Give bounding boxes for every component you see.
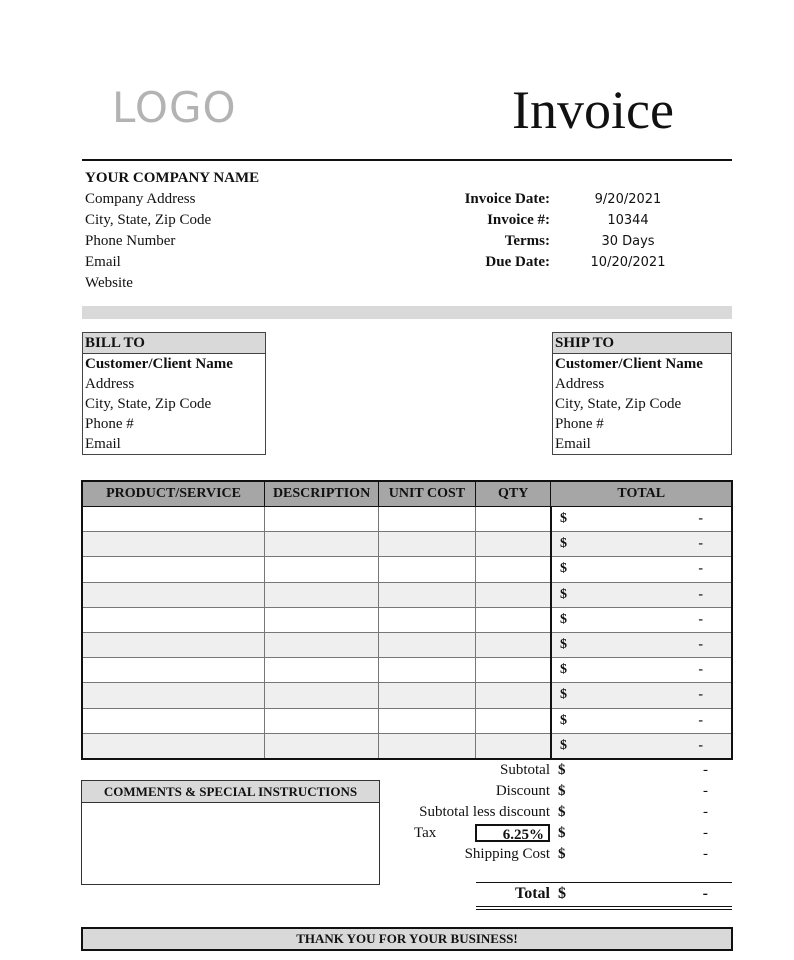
table-row xyxy=(82,683,732,708)
meta-label: Invoice #: xyxy=(487,212,550,228)
currency-symbol: $ xyxy=(559,511,567,527)
col-unit-cost: UNIT COST xyxy=(379,481,476,507)
company-address: Company Address xyxy=(85,191,196,207)
subtotal-value: - xyxy=(703,762,708,778)
row-total-value: - xyxy=(698,586,703,602)
qty-cell[interactable] xyxy=(475,607,551,632)
meta-value: 10344 xyxy=(607,213,649,228)
total-cell xyxy=(551,557,732,582)
invoice-title: Invoice xyxy=(512,80,674,140)
unit-cost-cell[interactable] xyxy=(379,683,476,708)
description-cell[interactable] xyxy=(265,683,379,708)
company-name: YOUR COMPANY NAME xyxy=(85,170,260,186)
total-cell-content xyxy=(552,738,731,754)
total-row xyxy=(476,883,732,905)
logo-placeholder: LOGO xyxy=(112,83,237,132)
shipping-label: Shipping Cost xyxy=(464,846,550,862)
currency-symbol: $ xyxy=(558,804,566,820)
tax-value: - xyxy=(703,825,708,841)
total-cell-content xyxy=(552,713,731,729)
total-cell-content xyxy=(552,587,731,603)
subtotal-row xyxy=(380,760,732,781)
row-total-value: - xyxy=(698,637,703,653)
qty-cell[interactable] xyxy=(475,658,551,683)
row-total-value: - xyxy=(698,536,703,552)
qty-cell[interactable] xyxy=(475,632,551,657)
grand-total xyxy=(476,882,732,910)
shipping-value: - xyxy=(703,846,708,862)
unit-cost-cell[interactable] xyxy=(379,582,476,607)
tax-rate-input[interactable]: 6.25% xyxy=(475,824,550,842)
qty-cell[interactable] xyxy=(475,532,551,557)
product-cell[interactable] xyxy=(82,708,265,733)
currency-symbol: $ xyxy=(559,712,567,728)
total-label: Total xyxy=(515,885,550,902)
row-total-value: - xyxy=(698,611,703,627)
ship-to-phone: Phone # xyxy=(555,416,604,432)
currency-symbol: $ xyxy=(558,783,566,799)
qty-cell[interactable] xyxy=(475,582,551,607)
currency-symbol: $ xyxy=(559,586,567,602)
description-cell[interactable] xyxy=(265,733,379,759)
col-qty: QTY xyxy=(475,481,551,507)
total-cell xyxy=(551,582,732,607)
unit-cost-cell[interactable] xyxy=(379,733,476,759)
table-row xyxy=(82,557,732,582)
meta-due-date xyxy=(400,252,700,273)
description-cell[interactable] xyxy=(265,532,379,557)
shipping-row xyxy=(380,844,732,865)
total-cell-content xyxy=(552,687,731,703)
description-cell[interactable] xyxy=(265,607,379,632)
description-cell[interactable] xyxy=(265,658,379,683)
company-city-state-zip: City, State, Zip Code xyxy=(85,212,212,228)
bill-to-heading: BILL TO xyxy=(83,333,265,354)
table-row xyxy=(82,708,732,733)
row-total-value: - xyxy=(698,737,703,753)
subtotal-less-value: - xyxy=(703,804,708,820)
unit-cost-cell[interactable] xyxy=(379,658,476,683)
col-total: TOTAL xyxy=(551,481,732,507)
table-row xyxy=(82,507,732,532)
total-cell-content xyxy=(552,612,731,628)
currency-symbol: $ xyxy=(558,846,566,862)
row-total-value: - xyxy=(698,712,703,728)
qty-cell[interactable] xyxy=(475,733,551,759)
totals-block xyxy=(380,760,732,865)
col-description: DESCRIPTION xyxy=(265,481,379,507)
col-product-service: PRODUCT/SERVICE xyxy=(82,481,265,507)
product-cell[interactable] xyxy=(82,632,265,657)
description-cell[interactable] xyxy=(265,507,379,532)
ship-to-address: Address xyxy=(555,376,605,392)
qty-cell[interactable] xyxy=(475,708,551,733)
total-cell-content xyxy=(552,536,731,552)
total-rule-bottom xyxy=(476,906,732,907)
total-value: - xyxy=(702,885,708,902)
total-cell-content xyxy=(552,662,731,678)
product-cell[interactable] xyxy=(82,582,265,607)
currency-symbol: $ xyxy=(559,536,567,552)
table-row xyxy=(82,632,732,657)
qty-cell[interactable] xyxy=(475,557,551,582)
meta-value: 9/20/2021 xyxy=(594,192,662,207)
comments-heading: COMMENTS & SPECIAL INSTRUCTIONS xyxy=(82,781,379,803)
product-cell[interactable] xyxy=(82,557,265,582)
product-cell[interactable] xyxy=(82,658,265,683)
meta-invoice-date xyxy=(400,189,700,210)
discount-value: - xyxy=(703,783,708,799)
meta-label: Terms: xyxy=(504,233,550,249)
currency-symbol: $ xyxy=(559,687,567,703)
total-cell xyxy=(551,632,732,657)
product-cell[interactable] xyxy=(82,507,265,532)
total-cell xyxy=(551,658,732,683)
total-cell xyxy=(551,708,732,733)
ship-to-heading: SHIP TO xyxy=(553,333,731,354)
row-total-value: - xyxy=(698,662,703,678)
subtotal-label: Subtotal xyxy=(499,762,550,778)
line-items-table xyxy=(81,480,733,760)
qty-cell[interactable] xyxy=(475,683,551,708)
table-header-row xyxy=(82,481,732,507)
ship-to-city-state-zip: City, State, Zip Code xyxy=(555,396,682,412)
subtotal-less-discount-row xyxy=(380,802,732,823)
description-cell[interactable] xyxy=(265,632,379,657)
table-row xyxy=(82,532,732,557)
total-cell-content xyxy=(552,637,731,653)
unit-cost-cell[interactable] xyxy=(379,532,476,557)
total-cell-content xyxy=(552,511,731,527)
total-cell xyxy=(551,683,732,708)
total-cell xyxy=(551,507,732,532)
row-total-value: - xyxy=(698,561,703,577)
thank-you-banner: THANK YOU FOR YOUR BUSINESS! xyxy=(81,927,733,951)
ship-to-email: Email xyxy=(555,436,591,452)
separator-band xyxy=(82,306,732,319)
meta-invoice-number xyxy=(400,210,700,231)
tax-label: Tax xyxy=(414,825,437,841)
bill-to-box xyxy=(82,332,266,455)
currency-symbol: $ xyxy=(558,825,566,841)
company-info xyxy=(85,168,259,294)
unit-cost-cell[interactable] xyxy=(379,557,476,582)
company-website: Website xyxy=(85,275,133,291)
total-cell xyxy=(551,733,732,759)
bill-to-city-state-zip: City, State, Zip Code xyxy=(85,396,212,412)
ship-to-box xyxy=(552,332,732,455)
meta-terms xyxy=(400,231,700,252)
header-divider xyxy=(82,159,732,161)
discount-label: Discount xyxy=(495,783,550,799)
tax-row xyxy=(380,823,732,844)
total-cell-content xyxy=(552,561,731,577)
table-row xyxy=(82,658,732,683)
currency-symbol: $ xyxy=(559,662,567,678)
product-cell[interactable] xyxy=(82,532,265,557)
description-cell[interactable] xyxy=(265,557,379,582)
unit-cost-cell[interactable] xyxy=(379,708,476,733)
bill-to-name: Customer/Client Name xyxy=(85,356,233,372)
currency-symbol: $ xyxy=(559,737,567,753)
description-cell[interactable] xyxy=(265,708,379,733)
total-cell xyxy=(551,607,732,632)
unit-cost-cell[interactable] xyxy=(379,632,476,657)
company-phone: Phone Number xyxy=(85,233,176,249)
company-email: Email xyxy=(85,254,121,270)
table-row xyxy=(82,582,732,607)
bill-to-phone: Phone # xyxy=(85,416,134,432)
ship-to-name: Customer/Client Name xyxy=(555,356,703,372)
total-rule-double xyxy=(476,909,732,910)
subtotal-less-label: Subtotal less discount xyxy=(419,804,550,820)
discount-row xyxy=(380,781,732,802)
meta-label: Due Date: xyxy=(485,254,550,270)
qty-cell[interactable] xyxy=(475,507,551,532)
bill-to-email: Email xyxy=(85,436,121,452)
invoice-meta xyxy=(400,189,700,273)
description-cell[interactable] xyxy=(265,582,379,607)
unit-cost-cell[interactable] xyxy=(379,607,476,632)
table-row xyxy=(82,733,732,759)
row-total-value: - xyxy=(698,511,703,527)
currency-symbol: $ xyxy=(559,611,567,627)
meta-value: 30 Days xyxy=(601,234,655,249)
product-cell[interactable] xyxy=(82,733,265,759)
currency-symbol: $ xyxy=(559,637,567,653)
product-cell[interactable] xyxy=(82,607,265,632)
total-cell xyxy=(551,532,732,557)
unit-cost-cell[interactable] xyxy=(379,507,476,532)
meta-label: Invoice Date: xyxy=(464,191,550,207)
currency-symbol: $ xyxy=(559,561,567,577)
currency-symbol: $ xyxy=(558,762,566,778)
bill-to-address: Address xyxy=(85,376,135,392)
comments-box[interactable] xyxy=(81,780,380,885)
table-row xyxy=(82,607,732,632)
product-cell[interactable] xyxy=(82,683,265,708)
total-currency: $ xyxy=(558,885,566,902)
meta-value: 10/20/2021 xyxy=(590,255,666,270)
row-total-value: - xyxy=(698,687,703,703)
